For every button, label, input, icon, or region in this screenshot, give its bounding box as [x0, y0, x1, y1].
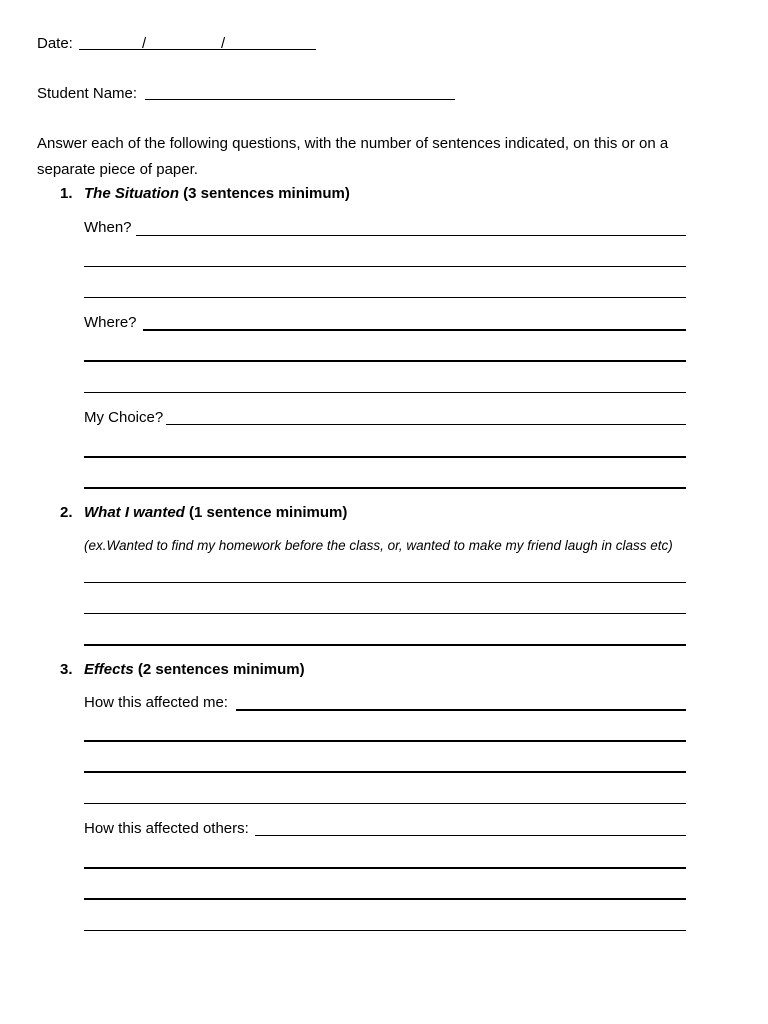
my-choice-label: My Choice? — [84, 409, 164, 426]
answer-line[interactable] — [84, 456, 686, 458]
affected-others-label: How this affected others: — [84, 820, 249, 837]
question-1-title: The Situation — [84, 185, 179, 202]
answer-line[interactable] — [84, 930, 686, 931]
answer-line[interactable] — [84, 898, 686, 900]
answer-line[interactable] — [84, 487, 686, 489]
where-label: Where? — [84, 314, 137, 331]
answer-line[interactable] — [84, 867, 686, 869]
question-2-requirement: (1 sentence minimum) — [189, 504, 348, 521]
answer-line[interactable] — [84, 740, 686, 742]
affected-me-answer-line[interactable] — [236, 709, 686, 711]
question-number: 3. — [60, 661, 73, 678]
question-2-heading — [84, 504, 347, 522]
question-1-heading — [84, 185, 350, 203]
question-1-requirement: (3 sentences minimum) — [183, 185, 350, 202]
answer-line[interactable] — [84, 360, 686, 362]
affected-others-answer-line[interactable] — [255, 835, 686, 836]
date-label: Date: — [37, 35, 73, 52]
question-2-example: (ex.Wanted to find my homework before the class, or, wanted to make my friend laugh in class etc) — [84, 538, 673, 553]
affected-me-label: How this affected me: — [84, 694, 228, 711]
when-answer-line[interactable] — [136, 235, 686, 236]
question-3-title: Effects — [84, 661, 134, 678]
question-2-title: What I wanted — [84, 504, 185, 521]
student-name-label: Student Name: — [37, 85, 138, 102]
where-answer-line[interactable] — [143, 329, 686, 331]
answer-line[interactable] — [84, 613, 686, 614]
question-number: 2. — [60, 504, 73, 521]
date-field-line[interactable] — [79, 49, 316, 50]
question-number: 1. — [60, 185, 73, 202]
instructions-line-1: Answer each of the following questions, with the number of sentences indicated, on this or on a — [37, 135, 669, 152]
student-name-field-line[interactable] — [145, 99, 455, 100]
when-label: When? — [84, 219, 132, 236]
date-separator: / — [142, 35, 147, 52]
question-3-requirement: (2 sentences minimum) — [137, 661, 305, 678]
date-separator: / — [221, 35, 226, 52]
answer-line[interactable] — [84, 582, 686, 583]
answer-line[interactable] — [84, 392, 686, 393]
answer-line[interactable] — [84, 297, 686, 298]
answer-line[interactable] — [84, 803, 686, 804]
answer-line[interactable] — [84, 771, 686, 773]
answer-line[interactable] — [84, 266, 686, 267]
my-choice-answer-line[interactable] — [166, 424, 686, 425]
instructions-line-2: separate piece of paper. — [37, 161, 198, 178]
question-3-heading — [84, 661, 305, 679]
answer-line[interactable] — [84, 644, 686, 646]
